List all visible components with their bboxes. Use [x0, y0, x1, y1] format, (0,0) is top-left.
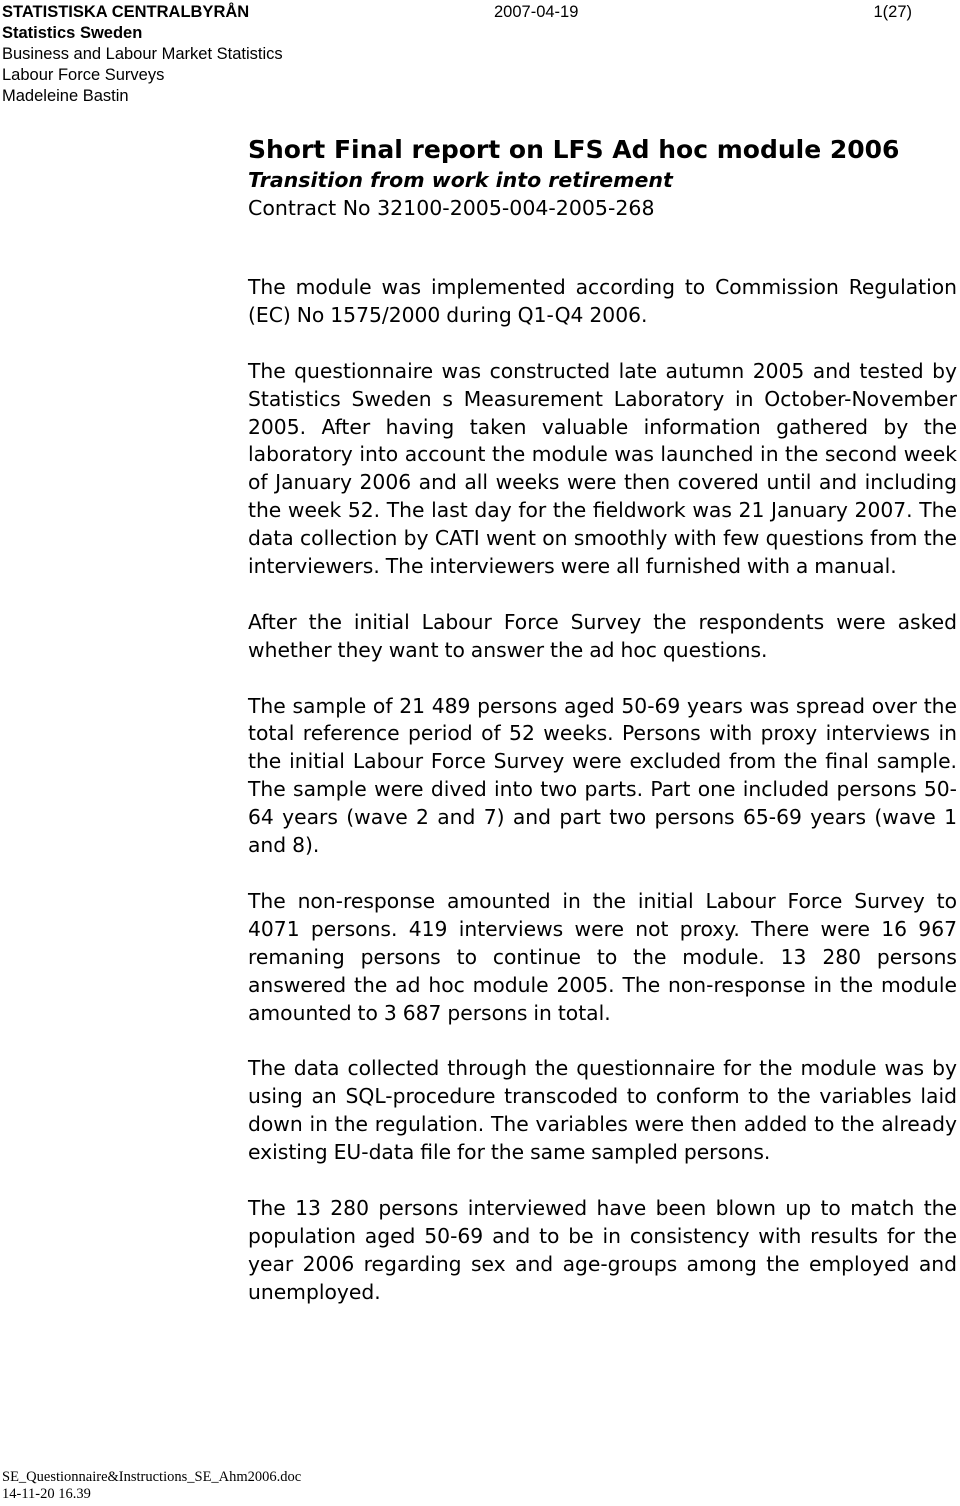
- report-body: [248, 274, 957, 1334]
- paragraph-questionnaire: The questionnaire was constructed late autumn 2005 and tested by Statistics Sweden s Measurement Laboratory in October-November 2005. After having taken valuable information gathered by the laboratory into account the module was launched in the second week of January 2006 and all weeks were then covered until and including the week 52. The last day for the fieldwork was 21 January 2007. The data collection by CATI went on smoothly with few questions from the interviewers. The interviewers were all furnished with a manual.: [248, 358, 957, 579]
- department-name: Business and Labour Market Statistics: [2, 45, 283, 63]
- paragraph-initial-survey: After the initial Labour Force Survey the respondents were asked whether they want to answer the ad hoc questions.: [248, 609, 957, 662]
- paragraph-data-processing: The data collected through the questionnaire for the module was by using an SQL-procedure transcoded to conform to the variables laid down in the regulation. The variables were then added to the already existing EU-data file for the same sampled persons.: [248, 1056, 957, 1165]
- paragraph-sample: The sample of 21 489 persons aged 50-69 years was spread over the total reference period of 52 weeks. Persons with proxy interviews in the initial Labour Force Survey were excluded from the final sample. The sample were dived into two parts. Part one included persons 50-64 years (wave 2 and 7) and part two persons 65-69 years (wave 1 and 8).: [248, 693, 957, 858]
- paragraph-non-response: The non-response amounted in the initial Labour Force Survey to 4071 persons. 419 interviews were not proxy. There were 16 967 remaning persons to continue to the module. 13 280 persons answered the ad hoc module 2005. The non-response in the module amounted to 3 687 persons in total.: [248, 888, 957, 1025]
- page-subtitle: Transition from work into retirement: [248, 168, 673, 192]
- paragraph-implementation: The module was implemented according to Commission Regulation (EC) No 1575/2000 during Q1-Q4 2006.: [248, 275, 957, 327]
- title-block: [248, 134, 948, 222]
- footer-timestamp: 14-11-20 16.39: [2, 1486, 91, 1502]
- footer-filename: SE_Questionnaire&Instructions_SE_Ahm2006.doc: [2, 1469, 302, 1485]
- page-number: 1(27): [873, 3, 912, 21]
- page-title: Short Final report on LFS Ad hoc module 2006: [248, 135, 900, 164]
- paragraph-weighting: The 13 280 persons interviewed have been blown up to match the population aged 50-69 and to be in consistency with results for the year 2006 regarding sex and age-groups among the employed and unemployed.: [248, 1195, 957, 1304]
- contract-number: Contract No 32100-2005-004-2005-268: [248, 196, 655, 220]
- document-footer: [2, 1469, 301, 1503]
- document-date: 2007-04-19: [494, 3, 579, 21]
- org-name-english: Statistics Sweden: [2, 24, 143, 42]
- document-header: [2, 2, 958, 107]
- author-name: Madeleine Bastin: [2, 87, 129, 105]
- org-name-swedish: STATISTISKA CENTRALBYRÅN: [2, 3, 250, 21]
- unit-name: Labour Force Surveys: [2, 66, 165, 84]
